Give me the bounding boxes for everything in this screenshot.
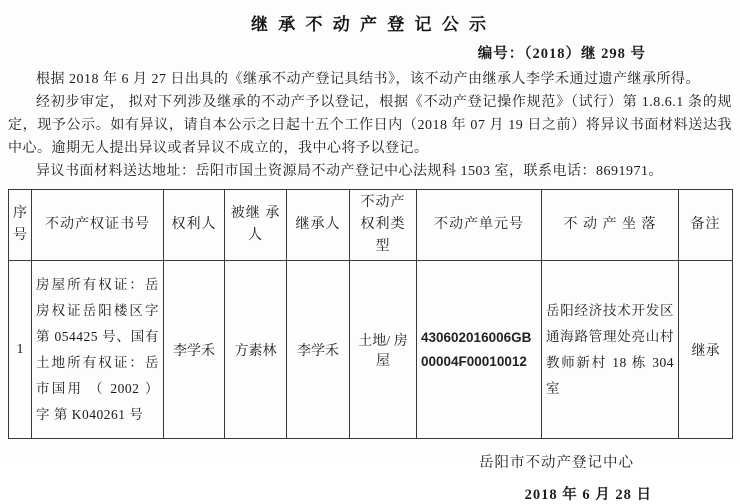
col-header-location: 不 动 产 坐 落 (542, 190, 679, 261)
col-header-seq: 序号 (9, 190, 32, 261)
cell-right-type: 土地/ 房屋 (350, 261, 417, 439)
cell-seq: 1 (9, 261, 32, 439)
cell-heir: 李学禾 (287, 261, 350, 439)
col-header-remark: 备注 (679, 190, 733, 261)
paragraph-announcement: 经初步审定， 拟对下列涉及继承的不动产予以登记，根据《不动产登记操作规范》（试行）第 1.8.6.1 条的规定，现予公示。如有异议，请自本公示之日起十五个工作日内（2018 年 07 月 19 日之前）将异议书面材料送达我中心。逾期无人提出异议或者异议不成立的，我中心将予以登记。 (8, 95, 732, 156)
doc-number: 编号：（2018）继 298 号 (477, 46, 646, 62)
property-registration-table (8, 189, 733, 439)
cell-right-holder: 李学禾 (164, 261, 225, 439)
cell-location: 岳阳经济技术开发区通海路管理处亮山村教师新村 18 栋 304 室 (542, 261, 679, 439)
col-header-right-holder: 权利人 (164, 190, 225, 261)
cell-remark: 继承 (679, 261, 733, 439)
issue-date: 2018 年 6 月 28 日 (524, 487, 652, 503)
cell-cert-no: 房屋所有权证：岳房权证岳阳楼区字第 054425 号、国有土地所有权证：岳市国用 （ 2002 ） 字 第 K040261 号 (32, 261, 164, 439)
col-header-right-type: 不动产 权利类型 (350, 190, 417, 261)
footer (8, 451, 732, 504)
cell-unit-no: 430602016006GB00004F00010012 (417, 261, 542, 439)
document-title: 继 承 不 动 产 登 记 公 示 (251, 15, 489, 34)
col-header-heir: 继承人 (287, 190, 350, 261)
col-header-unit-no: 不动产单元号 (417, 190, 542, 261)
paragraph-contact-address: 异议书面材料送达地址：岳阳市国土资源局不动产登记中心法规科 1503 室，联系电话：8691971。 (36, 164, 663, 179)
cell-decedent: 方素林 (225, 261, 287, 439)
paragraph-basis: 根据 2018 年 6 月 27 日出具的《继承不动产登记具结书》，该不动产由继承人李学禾通过遗产继承所得。 (36, 72, 700, 87)
table-header-row (9, 190, 733, 261)
col-header-cert-no: 不动产权证书号 (32, 190, 164, 261)
table-row (9, 261, 733, 439)
issuer-name: 岳阳市不动产登记中心 (479, 455, 634, 471)
col-header-decedent: 被继 承人 (225, 190, 287, 261)
